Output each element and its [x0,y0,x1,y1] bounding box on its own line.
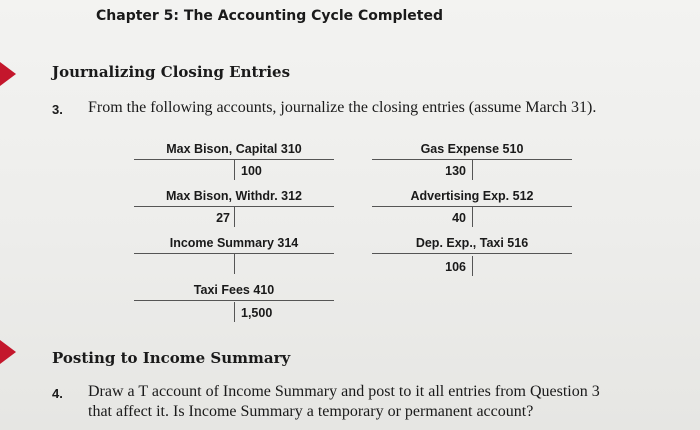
t-account-debit: 40 [452,211,466,225]
t-account-stem [234,254,235,274]
t-account-title: Max Bison, Capital 310 [166,142,302,156]
t-account-stem [234,302,235,322]
chapter-title: Chapter 5: The Accounting Cycle Completed [96,8,443,24]
question-3-number: 3. [52,102,63,117]
t-account-title: Dep. Exp., Taxi 516 [415,236,529,250]
t-account-stem [234,207,235,227]
t-account-debit: 27 [216,211,230,225]
section-marker-icon [0,62,16,86]
question-4-text [88,382,688,422]
t-account-bar [134,300,334,301]
t-account-stem [472,256,473,276]
t-account-credit: 100 [241,164,262,178]
t-account-stem [234,160,235,180]
section-marker-icon [0,340,16,364]
t-account-title: Income Summary 314 [169,236,299,250]
t-account-title: Gas Expense 510 [420,142,524,156]
t-account-stem [472,207,473,227]
t-account-stem [472,160,473,180]
question-4-line-2: that affect it. Is Income Summary a temporary or permanent account? [88,403,534,420]
section-heading-journalizing: Journalizing Closing Entries [52,63,291,81]
t-account-credit: 1,500 [241,306,273,320]
t-account-title: Taxi Fees 410 [193,283,275,297]
question-4-line-1: Draw a T account of Income Summary and post to it all entries from Question 3 [88,383,600,400]
t-account-debit: 106 [445,260,466,274]
t-account-title: Max Bison, Withdr. 312 [165,189,303,203]
t-account-title: Advertising Exp. 512 [410,189,534,203]
t-account-bar [372,253,572,254]
question-4-number: 4. [52,386,63,401]
t-account-debit: 130 [445,164,466,178]
question-3-text: From the following accounts, journalize the closing entries (assume March 31). [88,99,597,116]
section-heading-posting: Posting to Income Summary [52,349,291,367]
